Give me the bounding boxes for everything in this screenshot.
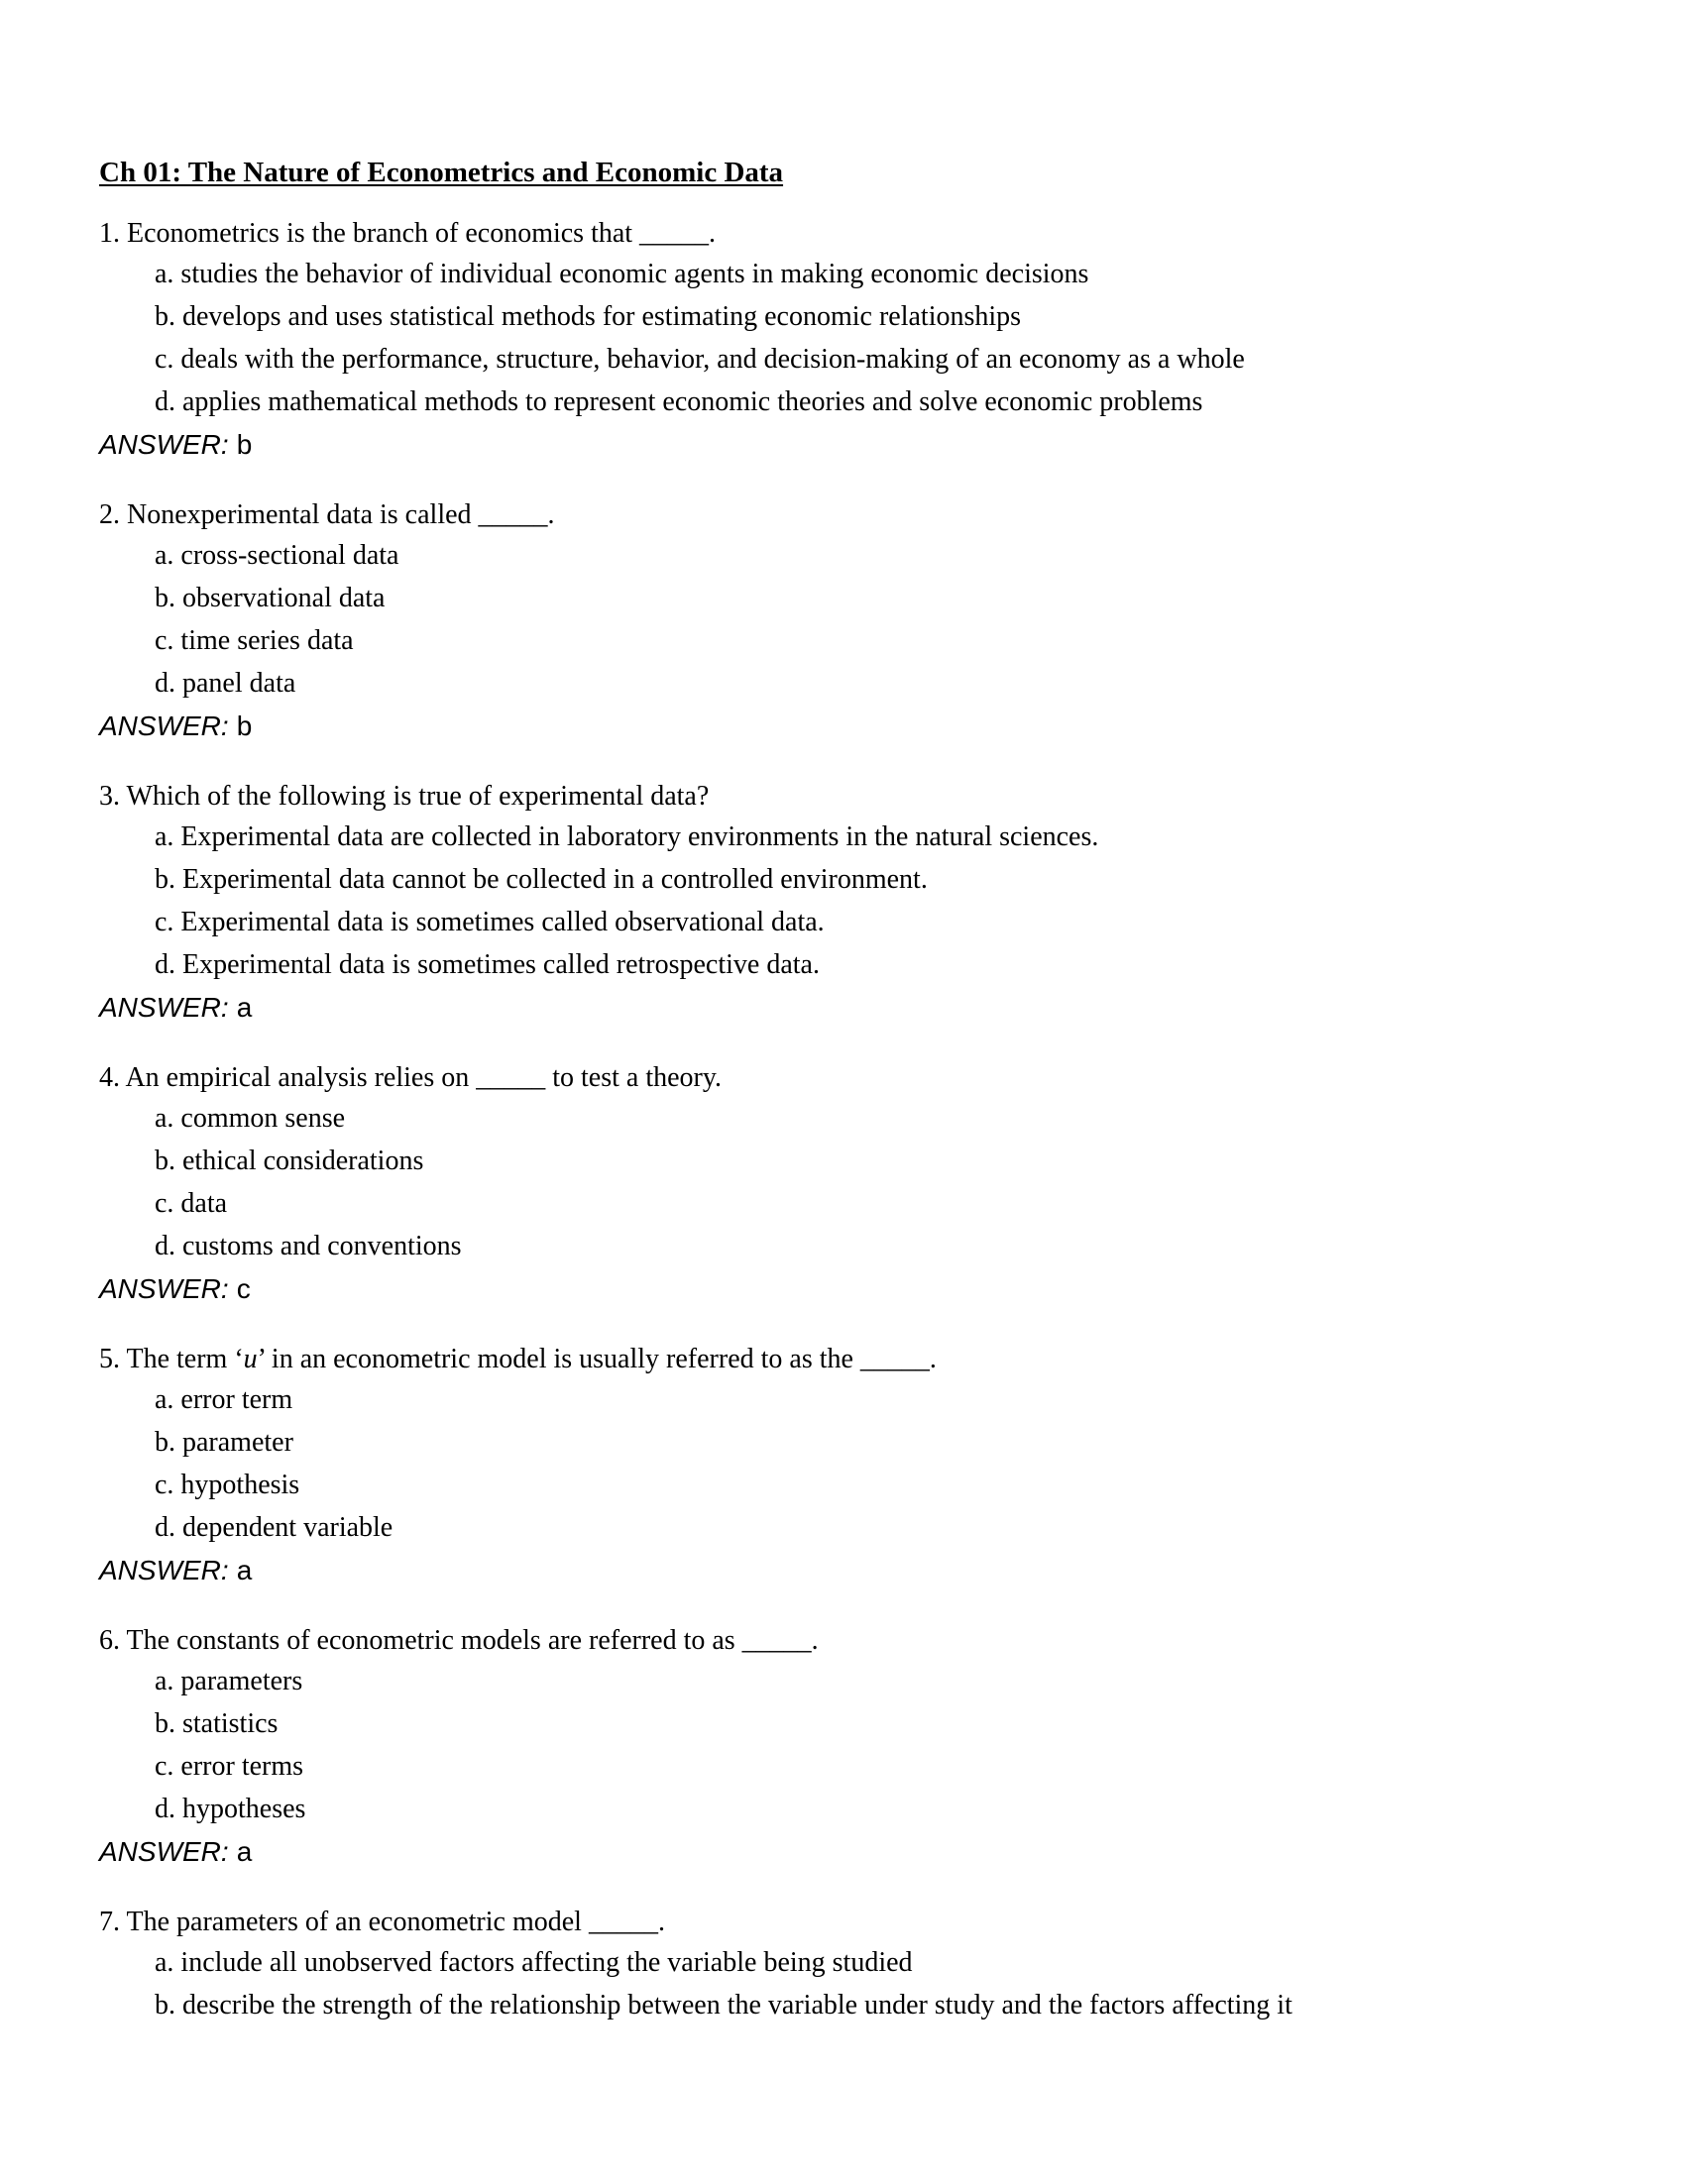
question-3 bbox=[99, 777, 1586, 1058]
question-list bbox=[99, 214, 1586, 2184]
question-2 bbox=[99, 495, 1586, 777]
answer-label: ANSWER: bbox=[99, 1555, 229, 1585]
answer bbox=[99, 1549, 1586, 1591]
option-d: d. applies mathematical methods to represent economic theories and solve economic problems bbox=[155, 386, 1203, 417]
option-c: c. deals with the performance, structure, behavior, and decision-making of an economy as a whole bbox=[155, 344, 1245, 375]
answer-label: ANSWER: bbox=[99, 992, 229, 1023]
option-c: c. error terms bbox=[155, 1751, 304, 1782]
option-b: b. observational data bbox=[155, 583, 386, 613]
option-d: d. dependent variable bbox=[155, 1512, 393, 1543]
answer-value: c bbox=[236, 1273, 251, 1304]
option-a: a. error term bbox=[155, 1384, 293, 1415]
answer-label: ANSWER: bbox=[99, 429, 229, 460]
answer-label: ANSWER: bbox=[99, 1836, 229, 1867]
question-text bbox=[99, 1340, 1586, 1378]
question-7 bbox=[99, 1903, 1586, 2184]
option-a: a. parameters bbox=[155, 1666, 303, 1696]
answer-label: ANSWER: bbox=[99, 1273, 229, 1304]
answer-value: b bbox=[236, 710, 253, 741]
option-b: b. describe the strength of the relationship between the variable under study and the factors affecting it bbox=[155, 1990, 1292, 2020]
question-text-post: ’ in an econometric model is usually referred to as the _____. bbox=[257, 1344, 937, 1374]
option-b: b. statistics bbox=[155, 1708, 279, 1739]
answer bbox=[99, 423, 1586, 466]
option-a: a. common sense bbox=[155, 1103, 346, 1134]
option-a: a. Experimental data are collected in laboratory environments in the natural sciences. bbox=[155, 821, 1099, 852]
question-text: 3. Which of the following is true of experimental data? bbox=[99, 781, 710, 812]
option-a: a. studies the behavior of individual economic agents in making economic decisions bbox=[155, 259, 1089, 289]
option-a: a. cross-sectional data bbox=[155, 540, 399, 571]
question-text: 6. The constants of econometric models are referred to as _____. bbox=[99, 1625, 819, 1656]
chapter-title: Ch 01: The Nature of Econometrics and Economic Data bbox=[99, 157, 784, 188]
option-d: d. customs and conventions bbox=[155, 1231, 462, 1261]
question-4 bbox=[99, 1058, 1586, 1340]
question-text: 7. The parameters of an econometric model _____. bbox=[99, 1907, 665, 1937]
option-c: c. data bbox=[155, 1188, 228, 1219]
option-b: b. parameter bbox=[155, 1427, 293, 1458]
answer bbox=[99, 1267, 1586, 1310]
answer-value: a bbox=[236, 1555, 253, 1585]
question-text: 2. Nonexperimental data is called _____. bbox=[99, 499, 555, 530]
question-1 bbox=[99, 214, 1586, 495]
answer-value: b bbox=[236, 429, 253, 460]
option-d: d. hypotheses bbox=[155, 1794, 306, 1824]
option-b: b. ethical considerations bbox=[155, 1146, 424, 1176]
question-text-pre: 5. The term ‘ bbox=[99, 1344, 244, 1374]
option-d: d. Experimental data is sometimes called retrospective data. bbox=[155, 949, 820, 980]
answer-label: ANSWER: bbox=[99, 710, 229, 741]
option-c: c. Experimental data is sometimes called observational data. bbox=[155, 907, 825, 937]
question-6 bbox=[99, 1621, 1586, 1903]
answer-value: a bbox=[236, 992, 253, 1023]
question-text: 1. Econometrics is the branch of economics that _____. bbox=[99, 218, 717, 249]
option-a: a. include all unobserved factors affecting the variable being studied bbox=[155, 1947, 913, 1978]
option-c: c. hypothesis bbox=[155, 1470, 300, 1500]
question-text: 4. An empirical analysis relies on _____ to test a theory. bbox=[99, 1062, 723, 1093]
option-c: c. time series data bbox=[155, 625, 354, 656]
question-5 bbox=[99, 1340, 1586, 1621]
answer-value: a bbox=[236, 1836, 253, 1867]
variable-u: u bbox=[243, 1344, 258, 1374]
option-b: b. develops and uses statistical methods for estimating economic relationships bbox=[155, 301, 1022, 332]
answer bbox=[99, 705, 1586, 747]
option-d: d. panel data bbox=[155, 668, 296, 699]
answer bbox=[99, 1830, 1586, 1873]
option-b: b. Experimental data cannot be collected in a controlled environment. bbox=[155, 864, 928, 895]
answer bbox=[99, 986, 1586, 1029]
